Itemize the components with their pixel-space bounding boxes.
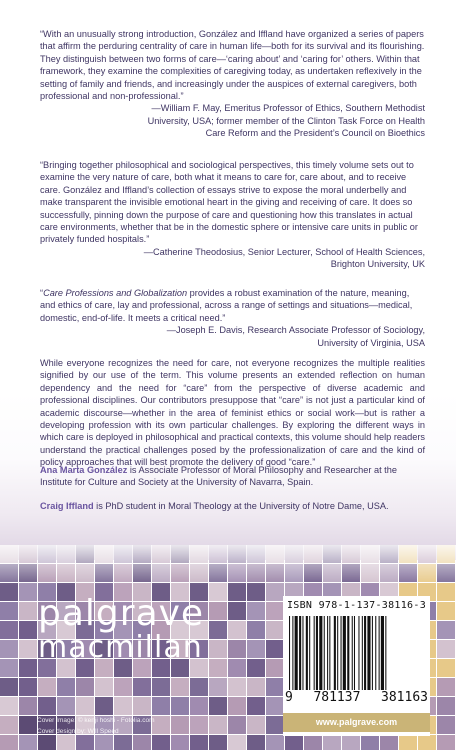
author-bio-1 xyxy=(40,464,425,489)
mosaic-tile xyxy=(95,697,113,715)
mosaic-tile xyxy=(19,735,37,750)
praise-attribution xyxy=(40,324,425,349)
mosaic-tile xyxy=(437,640,455,658)
barcode-digits xyxy=(285,690,428,705)
mosaic-tile xyxy=(437,659,455,677)
cover-image-credit: Cover Image: © kenji hoshi - Fotolia.com xyxy=(37,717,155,724)
mosaic-tile xyxy=(209,621,227,639)
mosaic-tile xyxy=(209,583,227,601)
mosaic-tile xyxy=(38,678,56,696)
praise-quote-text: “With an unusually strong introduction, González and Iffland have organized a series of papers that affirm the perduring centrality of care in human life—both for its survival and its flourishing. They distinguish between two forms of care—‘caring about’ and ‘caring for’ others. Within that framework, they examine the complexities of caregiving today, as undertaken reflexively in the setting of family and friends, and increasingly under the auspices of external caregivers, both professional and non-professional.” xyxy=(40,29,425,102)
praise-quote-1 xyxy=(40,28,425,140)
barcode-bar xyxy=(306,616,308,690)
mosaic-tile xyxy=(228,621,246,639)
mosaic-tile xyxy=(57,678,75,696)
publisher-logo-line2: macmillan xyxy=(38,630,203,665)
mosaic-tile xyxy=(19,697,37,715)
publisher-logo xyxy=(38,593,205,665)
mosaic-tile xyxy=(114,678,132,696)
mosaic-tile xyxy=(76,735,94,750)
publisher-url: www.palgrave.com xyxy=(283,713,430,732)
mosaic-tile xyxy=(323,735,341,750)
author-name: Craig Iffland xyxy=(40,501,94,511)
mosaic-tile xyxy=(0,678,18,696)
barcode-bar xyxy=(324,616,325,690)
mosaic-tile xyxy=(418,735,436,750)
mosaic-tile xyxy=(190,735,208,750)
mosaic-tile xyxy=(266,697,284,715)
barcode-bar xyxy=(337,616,338,690)
mosaic-tile xyxy=(19,659,37,677)
mosaic-tile xyxy=(228,735,246,750)
barcode-bar xyxy=(329,616,330,690)
mosaic-tile xyxy=(437,716,455,734)
mosaic-tile xyxy=(133,735,151,750)
praise-quote-3 xyxy=(40,287,425,349)
barcode-bar xyxy=(334,616,336,690)
mosaic-tile xyxy=(437,602,455,620)
mosaic-tile xyxy=(114,697,132,715)
cover-credits xyxy=(37,715,155,737)
barcode-bar xyxy=(299,616,301,690)
mosaic-tile xyxy=(19,640,37,658)
mosaic-tile xyxy=(0,640,18,658)
mosaic-tile xyxy=(152,697,170,715)
mosaic-tile xyxy=(437,735,455,750)
barcode-bar xyxy=(367,616,370,690)
barcode-bar xyxy=(314,616,315,690)
mosaic-tile xyxy=(285,735,303,750)
mosaic-tile xyxy=(152,678,170,696)
mosaic-tile xyxy=(19,621,37,639)
mosaic-tile xyxy=(437,583,455,601)
mosaic-tile xyxy=(95,678,113,696)
mosaic-tile xyxy=(399,735,417,750)
mosaic-tile xyxy=(228,583,246,601)
mosaic-tile xyxy=(152,735,170,750)
mosaic-tile xyxy=(57,735,75,750)
barcode-bar xyxy=(381,616,384,690)
barcode-bar xyxy=(319,616,322,690)
mosaic-tile xyxy=(247,697,265,715)
mosaic-tile xyxy=(247,735,265,750)
attribution-line: —William F. May, Emeritus Professor of Ethics, Southern Methodist xyxy=(151,103,425,114)
mosaic-tile xyxy=(228,716,246,734)
barcode-digit-group: 781137 xyxy=(313,690,361,705)
mosaic-tile xyxy=(133,697,151,715)
praise-quote-text xyxy=(40,287,425,324)
mosaic-tile xyxy=(228,678,246,696)
praise-attribution xyxy=(40,102,425,139)
mosaic-tile xyxy=(247,583,265,601)
mosaic-tile xyxy=(76,697,94,715)
attribution-line: University, USA; former member of the Clinton Task Force on Health xyxy=(147,115,425,126)
mosaic-tile xyxy=(247,659,265,677)
quote-rest: provides a robust examination of the nature, meaning, and ethics of care, lay and professional, across a range of settings and situations—medical, domestic, end-of-life. It meets a critical need.” xyxy=(40,288,413,323)
mosaic-tile xyxy=(171,716,189,734)
author-name: Ana Marta González xyxy=(40,465,128,475)
mosaic-tile xyxy=(209,735,227,750)
mosaic-tile xyxy=(0,621,18,639)
mosaic-tile xyxy=(304,735,322,750)
barcode-bar xyxy=(341,616,342,690)
mosaic-tile xyxy=(247,621,265,639)
mosaic-tile xyxy=(19,716,37,734)
barcode-bar xyxy=(372,616,373,690)
mosaic-tile xyxy=(266,640,284,658)
mosaic-tile xyxy=(57,697,75,715)
attribution-line: —Catherine Theodosius, Senior Lecturer, School of Health Sciences, xyxy=(143,246,425,257)
mosaic-tile xyxy=(247,640,265,658)
mosaic-tile xyxy=(209,640,227,658)
isbn-barcode-box xyxy=(283,596,430,736)
barcode-bar xyxy=(295,616,298,690)
mosaic-tile xyxy=(209,602,227,620)
mosaic-tile xyxy=(380,735,398,750)
isbn-label: ISBN 978-1-137-38116-3 xyxy=(286,600,427,611)
mosaic-tile xyxy=(266,621,284,639)
mosaic-tile xyxy=(38,735,56,750)
mosaic-tile xyxy=(0,583,18,601)
barcode-bar xyxy=(302,616,303,690)
attribution-line: —Joseph E. Davis, Research Associate Professor of Sociology, xyxy=(166,325,425,336)
mosaic-tile xyxy=(0,716,18,734)
book-title: Care Professions and Globalization xyxy=(43,288,188,298)
barcode-bar xyxy=(364,616,366,690)
mosaic-tile xyxy=(95,735,113,750)
barcode-bar xyxy=(358,616,359,690)
barcode-bar xyxy=(309,616,310,690)
barcode-bar xyxy=(385,616,386,690)
mosaic-tile xyxy=(228,640,246,658)
mosaic-tile xyxy=(247,716,265,734)
mosaic-tile xyxy=(0,735,18,750)
mosaic-tile xyxy=(228,659,246,677)
mosaic-tile xyxy=(0,659,18,677)
mosaic-tile xyxy=(0,602,18,620)
mosaic-tile xyxy=(437,678,455,696)
barcode-bar xyxy=(292,616,293,690)
mosaic-tile xyxy=(190,678,208,696)
mosaic-tile xyxy=(38,697,56,715)
publisher-logo-line1: palgrave xyxy=(38,593,205,634)
mosaic-tile xyxy=(266,735,284,750)
mosaic-tile xyxy=(76,678,94,696)
mosaic-tile xyxy=(228,602,246,620)
author-bio-2 xyxy=(40,500,425,512)
barcode-digit-group: 9 xyxy=(285,690,293,705)
barcode-bar xyxy=(352,616,353,690)
cover-design-credit: Cover design by: Will Speed xyxy=(37,728,119,735)
mosaic-tile xyxy=(209,716,227,734)
mosaic-tile xyxy=(266,678,284,696)
mosaic-tile xyxy=(171,735,189,750)
barcode-icon xyxy=(289,616,424,690)
mosaic-tile xyxy=(266,583,284,601)
mosaic-tile xyxy=(361,735,379,750)
praise-quote-text: “Bringing together philosophical and sociological perspectives, this timely volume sets out to examine the very nature of care, both what it means to care for, care about, and to receive care. González and Iffland’s collection of essays strive to expose the moral underbelly and make transparent the invisible emotional heart in the giving and receiving of care. It does so successfully, pinning down the purpose of care and questioning how this translates in actual care environments, whether that be in the domestic sphere or intensive care units in public or privately funded hospitals.” xyxy=(40,160,418,245)
mosaic-tile xyxy=(133,678,151,696)
mosaic-tile xyxy=(342,735,360,750)
mosaic-tile xyxy=(209,697,227,715)
author-bio-text: is PhD student in Moral Theology at the University of Notre Dame, USA. xyxy=(93,501,389,511)
attribution-line: Care Reform and the President’s Council on Bioethics xyxy=(205,128,425,139)
mosaic-fade xyxy=(0,545,456,585)
mosaic-tile xyxy=(19,678,37,696)
barcode-digit-group: 381163 xyxy=(381,690,428,705)
barcode-bar xyxy=(347,616,349,690)
mosaic-tile xyxy=(266,602,284,620)
mosaic-tile xyxy=(209,659,227,677)
barcode-bar xyxy=(379,616,380,690)
praise-quote-2 xyxy=(40,159,425,271)
mosaic-tile xyxy=(19,602,37,620)
barcode-bar xyxy=(375,616,376,690)
mosaic-tile xyxy=(266,716,284,734)
mosaic-tile xyxy=(266,659,284,677)
mosaic-tile xyxy=(171,697,189,715)
mosaic-tile xyxy=(228,697,246,715)
quote-open-mark: “ xyxy=(40,288,44,298)
barcode-bar xyxy=(316,616,318,690)
mosaic-tile xyxy=(247,602,265,620)
mosaic-tile xyxy=(114,735,132,750)
praise-attribution xyxy=(40,246,425,271)
barcode-bar xyxy=(362,616,363,690)
author-bio-text: is Associate Professor of Moral Philosophy and Researcher at the Institute for Culture and Society at the University of Navarra, Spain. xyxy=(40,465,397,488)
attribution-line: Brighton University, UK xyxy=(330,259,425,270)
barcode-bar xyxy=(354,616,355,690)
mosaic-tile xyxy=(171,678,189,696)
mosaic-tile xyxy=(209,678,227,696)
book-description: While everyone recognizes the need for care, not everyone recognizes the multiple realities signified by our use of the term. This volume presents an extended reflection on human dependency and the need for “care” from the perspective of diverse academic and professional disciplines. Our contributors presuppose that “care” is not just a particular kind of academic discourse—whether in the area of feminist ethics or social work—but is rather a developing profession with its own particular challenges. By exploring the different ways in which care is deployed in philosophical and practical contexts, this volume should help readers understand the practical challenges posed by the professionalization of care and the kind of policy approaches that will best promote the delivery of good “care.” xyxy=(40,358,425,468)
mosaic-tile xyxy=(437,621,455,639)
mosaic-tile xyxy=(190,697,208,715)
barcode-bar xyxy=(327,616,328,690)
mosaic-tile xyxy=(0,697,18,715)
barcode-bar xyxy=(289,616,290,690)
mosaic-tile xyxy=(437,697,455,715)
mosaic-tile xyxy=(247,678,265,696)
mosaic-tile xyxy=(190,716,208,734)
mosaic-tile xyxy=(19,583,37,601)
barcode-bar xyxy=(343,616,346,690)
attribution-line: University of Virginia, USA xyxy=(317,337,425,348)
